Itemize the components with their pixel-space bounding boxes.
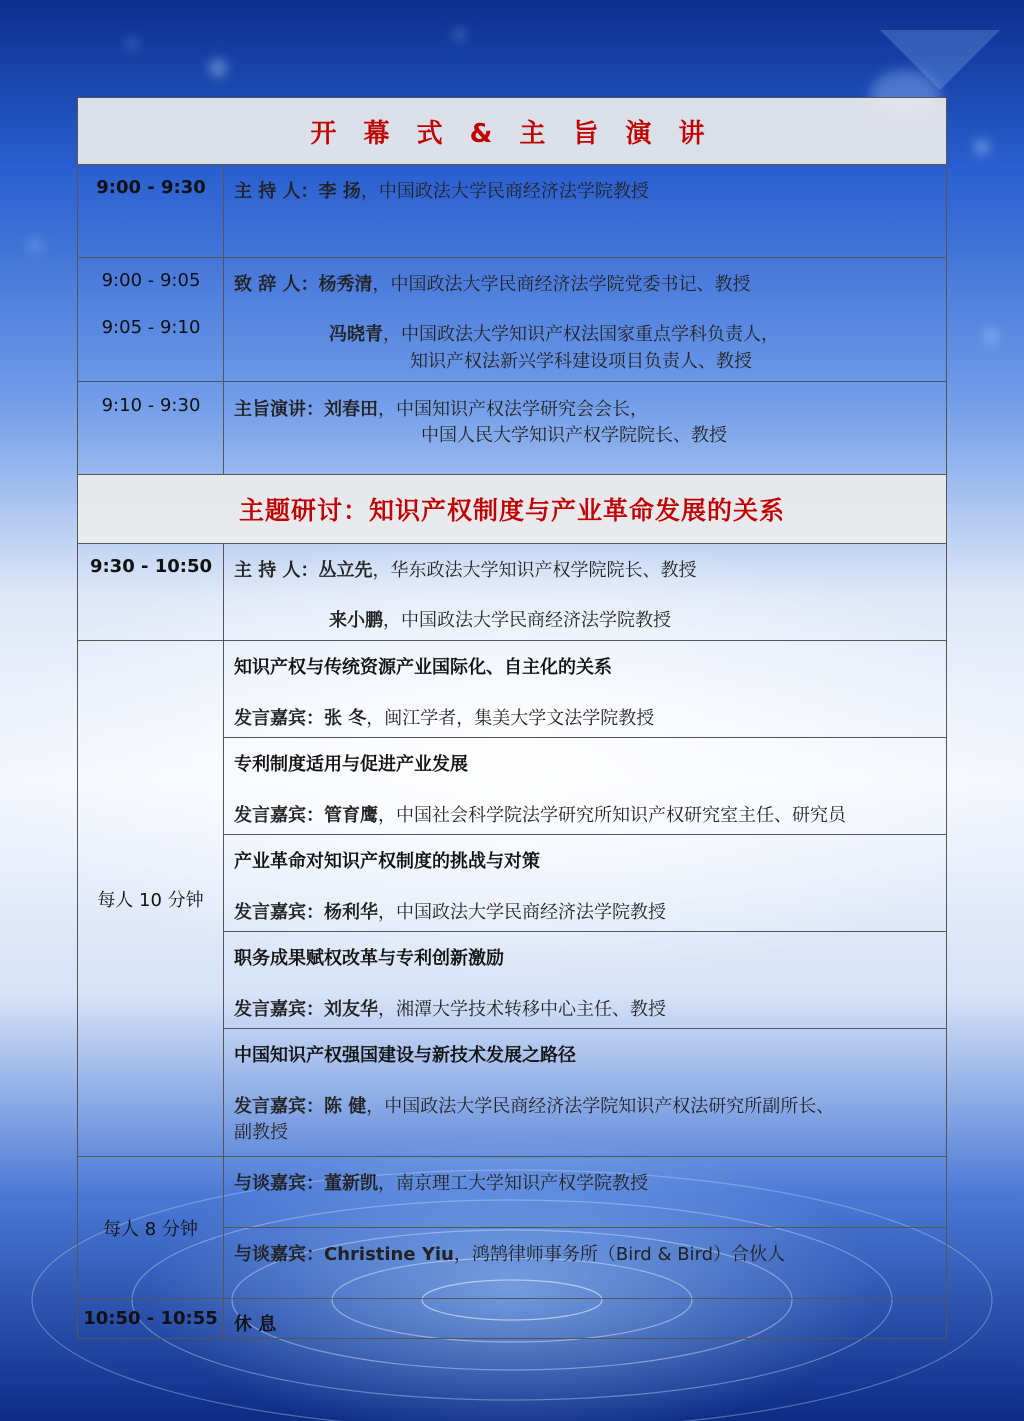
person-name: 董新凯 [324,1173,378,1194]
speech-title: 知识产权与传统资源产业国际化、自主化的关系 [234,657,612,678]
agenda-table [77,97,947,1339]
break-label: 休 息 [234,1314,277,1335]
role-label: 与谈嘉宾： [234,1244,324,1265]
person-title: ，中国社会科学院法学研究所知识产权研究室主任、研究员 [378,805,846,826]
speech-item [224,738,946,835]
time-range: 9:00 - 9:05 [101,270,201,291]
person-name: 刘友华 [324,999,378,1020]
discussant-line [234,1169,648,1195]
agenda-row-keynote [78,382,946,475]
person-title: ，中国政法大学民商经济法学院教授 [378,902,666,923]
role-label: 发言嘉宾： [234,1096,324,1117]
person-title: ，鸿鹄律师事务所（Bird & Bird）合伙人 [453,1244,786,1265]
duration-label: 每人 10 分钟 [97,889,204,911]
role-label: 主 持 人： [234,560,319,581]
person-name: 冯晓青 [329,324,383,345]
person-title: ，华东政法大学知识产权学院院长、教授 [372,560,697,581]
person-title: ，湘潭大学技术转移中心主任、教授 [378,999,666,1020]
agenda-block-speeches [78,641,946,1157]
speaker-line [234,801,846,827]
role-label: 主 持 人： [234,181,319,202]
bokeh-light [30,240,40,250]
time-cell [78,1299,224,1338]
bokeh-light [128,40,136,48]
content-cell [224,382,946,474]
section-title: 开 幕 式 & 主 旨 演 讲 [310,118,714,149]
person-name: 李 扬 [318,181,361,202]
person-name: 管育鹰 [324,805,378,826]
agenda-row-topic-hosts [78,544,946,641]
host-line [234,177,649,203]
host-line-1 [234,556,697,582]
address-line-3: 知识产权法新兴学科建设项目负责人、教授 [410,351,752,372]
person-name: 张 冬 [324,708,367,729]
agenda-block-discussion [78,1157,946,1299]
time-cell [78,544,224,640]
speaker-line [234,1092,834,1118]
speech-title: 职务成果赋权改革与专利创新激励 [234,948,504,969]
speeches-list [224,641,946,1156]
bokeh-light [985,330,997,342]
speaker-line [234,898,666,924]
agenda-row-address [78,258,946,382]
role-label: 主旨演讲： [234,399,324,420]
time-cell [78,382,224,474]
person-title: ，中国政法大学民商经济法学院知识产权法研究所副所长、 [366,1096,835,1117]
time-range: 9:10 - 9:30 [101,395,201,416]
person-name: 来小鹏 [329,610,383,631]
speech-item [224,1029,946,1156]
person-name: Christine Yiu [324,1244,454,1265]
keynote-line-1 [234,395,648,421]
role-label: 发言嘉宾： [234,805,324,826]
speaker-line [234,704,654,730]
section-title: 主题研讨：知识产权制度与产业革命发展的关系 [238,496,785,525]
discussants-list [224,1157,946,1298]
bokeh-light [975,140,989,154]
person-title: ，中国政法大学知识产权法国家重点学科负责人， [383,324,779,345]
person-title: ，闽江学者，集美大学文法学院教授 [366,708,655,729]
speech-title: 产业革命对知识产权制度的挑战与对策 [234,851,540,872]
person-title: ，中国政法大学民商经济法学院教授 [383,610,671,631]
agenda-row-host [78,165,946,258]
content-cell [224,165,946,257]
time-cell [78,641,224,1156]
agenda-row-break [78,1299,946,1338]
discussant-item [224,1157,946,1228]
time-cell [78,165,224,257]
address-line-2 [329,320,779,346]
content-cell [224,1299,946,1338]
person-name: 杨秀清 [318,274,373,295]
host-line-2 [329,606,671,632]
content-cell [224,258,946,381]
person-name: 丛立先 [318,560,373,581]
person-name: 陈 健 [324,1096,367,1117]
role-label: 致 辞 人： [234,274,319,295]
time-range: 9:00 - 9:30 [96,177,206,198]
speech-item [224,932,946,1029]
person-title: ，南京理工大学知识产权学院教授 [378,1173,648,1194]
role-label: 发言嘉宾： [234,999,324,1020]
address-line-1 [234,270,751,296]
time-range: 10:50 - 10:55 [83,1308,218,1329]
duration-label: 每人 8 分钟 [103,1218,198,1240]
role-label: 发言嘉宾： [234,902,324,923]
section-header-opening [78,98,946,165]
person-title: ，中国政法大学民商经济法学院党委书记、教授 [372,274,751,295]
discussant-item [224,1228,946,1298]
person-name: 刘春田 [324,399,378,420]
time-cell [78,1157,224,1298]
speech-item [224,835,946,932]
time-range: 9:05 - 9:10 [101,317,201,338]
person-title: ，中国知识产权法学研究会会长， [378,399,648,420]
time-range: 9:30 - 10:50 [89,556,213,577]
content-cell [224,544,946,640]
bokeh-light [210,60,226,76]
speaker-line [234,995,666,1021]
discussant-line [234,1240,785,1266]
role-label: 与谈嘉宾： [234,1173,324,1194]
section-header-topic [78,475,946,544]
speech-item [224,641,946,738]
keynote-line-2: 中国人民大学知识产权学院院长、教授 [421,425,727,446]
role-label: 发言嘉宾： [234,708,324,729]
speech-title: 中国知识产权强国建设与新技术发展之路径 [234,1045,576,1066]
speech-title: 专利制度适用与促进产业发展 [234,754,468,775]
speaker-line-continued: 副教授 [234,1122,288,1143]
time-cell [78,258,224,381]
bokeh-light [455,30,464,39]
person-title: ，中国政法大学民商经济法学院教授 [360,181,649,202]
person-name: 杨利华 [324,902,378,923]
